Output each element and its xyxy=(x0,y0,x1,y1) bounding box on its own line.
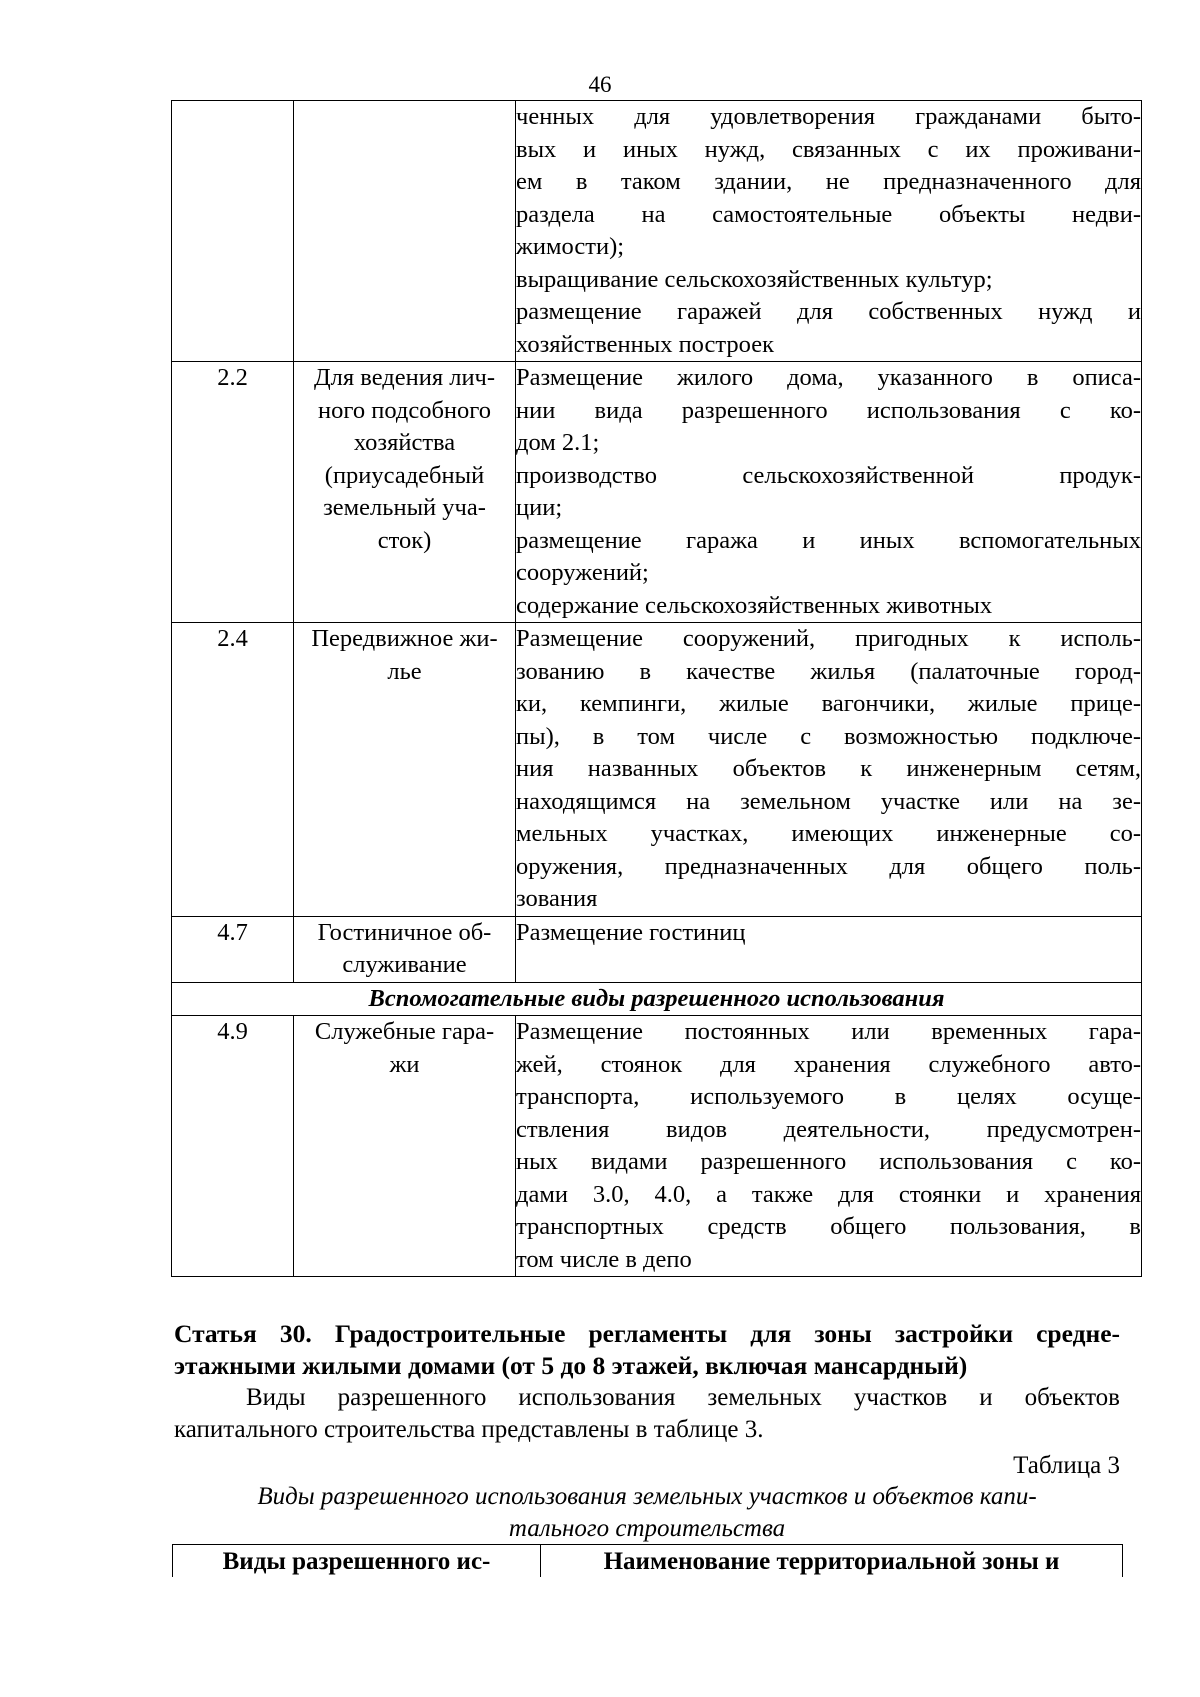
article-heading-line: этажными жилыми домами (от 5 до 8 этажей, включая мансардный) xyxy=(174,1351,968,1380)
article-heading-line: Статья 30. Градостроительные регламенты для зоны застройки средне- xyxy=(174,1319,1120,1348)
code-cell: 4.9 xyxy=(172,1016,294,1277)
description-cell xyxy=(516,623,1142,917)
name-line: ного подсобного xyxy=(318,396,491,424)
description-line: оружения, предназначенных для общего поль- xyxy=(516,852,1141,880)
description-cell xyxy=(516,101,1142,362)
description-line: вых и иных нужд, связанных с их проживани- xyxy=(516,135,1141,163)
land-use-table xyxy=(171,100,1142,1277)
description-line: мельных участках, имеющих инженерные со- xyxy=(516,820,1141,847)
description-line: жей, стоянок для хранения служебного авто- xyxy=(516,1050,1141,1078)
description-line: Размещение постоянных или временных гара- xyxy=(516,1018,1141,1045)
table-caption-line: тального строительства xyxy=(508,1515,786,1542)
section-heading: Вспомогательные виды разрешенного использования xyxy=(172,982,1142,1016)
name-line: лье xyxy=(387,657,422,685)
description-line: размещение гаража и иных вспомогательных xyxy=(516,526,1141,554)
body-line: капитального строительства представлены в таблице 3. xyxy=(174,1416,764,1443)
description-line: Размещение гостиниц xyxy=(516,918,746,946)
description-line: нии вида разрешенного использования с ко- xyxy=(516,396,1141,424)
name-line: жи xyxy=(389,1050,420,1078)
description-line: ния названных объектов к инженерным сетям, xyxy=(516,755,1141,782)
article-body xyxy=(174,1382,1120,1446)
description-line: дами 3.0, 4.0, а также для стоянки и хранения xyxy=(516,1180,1141,1208)
name-line: Передвижное жи- xyxy=(311,625,498,652)
description-line: том числе в депо xyxy=(516,1245,692,1273)
table-caption-line: Виды разрешенного использования земельных участков и объектов капи- xyxy=(257,1483,1037,1510)
body-line: Виды разрешенного использования земельных участков и объектов xyxy=(246,1384,1120,1411)
article-heading xyxy=(174,1318,1120,1382)
name-line: Служебные гара- xyxy=(314,1018,495,1045)
code-cell: 2.4 xyxy=(172,623,294,917)
table-row xyxy=(172,362,1142,623)
description-cell xyxy=(516,916,1142,982)
code-cell: 2.2 xyxy=(172,362,294,623)
description-line: выращивание сельскохозяйственных культур; xyxy=(516,265,993,293)
name-cell xyxy=(294,362,516,623)
description-line: ки, кемпинги, жилые вагончики, жилые прице- xyxy=(516,690,1141,717)
description-line: хозяйственных построек xyxy=(516,330,774,358)
description-line: ем в таком здании, не предназначенного для xyxy=(516,168,1141,195)
name-cell xyxy=(294,101,516,362)
name-line: земельный уча- xyxy=(323,494,486,521)
table-caption xyxy=(174,1481,1120,1545)
description-line: содержание сельскохозяйственных животных xyxy=(516,591,993,619)
description-line: зования xyxy=(516,885,598,912)
name-line: хозяйства xyxy=(353,429,456,456)
description-line: ных видами разрешенного использования с ко- xyxy=(516,1148,1141,1175)
description-line: ченных для удовлетворения гражданами быто- xyxy=(516,103,1141,130)
description-line: Размещение сооружений, пригодных к исполь- xyxy=(516,625,1141,652)
name-cell xyxy=(294,623,516,917)
name-line: Для ведения лич- xyxy=(313,364,496,391)
table-row xyxy=(172,1016,1142,1277)
description-line: производство сельскохозяйственной продук- xyxy=(516,461,1141,489)
name-line: (приусадебный xyxy=(324,461,485,489)
description-line: транспортных средств общего пользования, в xyxy=(516,1213,1141,1240)
description-line: транспорта, используемого в целях осуще- xyxy=(516,1083,1141,1110)
table-label: Таблица 3 xyxy=(1013,1452,1120,1479)
description-line: ции; xyxy=(516,494,563,521)
description-line: жимости); xyxy=(516,233,625,260)
section-heading-row xyxy=(172,982,1142,1016)
table-header-row xyxy=(173,1545,1123,1578)
description-line: Размещение жилого дома, указанного в описа- xyxy=(516,364,1141,391)
table-row xyxy=(172,916,1142,982)
page-number: 46 xyxy=(588,72,612,97)
description-line: дом 2.1; xyxy=(516,429,600,456)
description-line: раздела на самостоятельные объекты недви- xyxy=(516,200,1141,228)
table-header-cell: Виды разрешенного ис- xyxy=(173,1545,541,1578)
description-line: сооружений; xyxy=(516,559,649,586)
description-line: зованию в качестве жилья (палаточные город- xyxy=(516,657,1141,685)
table-row xyxy=(172,101,1142,362)
name-line: Гостиничное об- xyxy=(317,918,492,946)
name-line: служивание xyxy=(342,951,467,978)
description-line: пы), в том числе с возможностью подключе- xyxy=(516,722,1141,750)
description-line: ствления видов деятельности, предусмотрен- xyxy=(516,1115,1141,1143)
name-cell xyxy=(294,916,516,982)
description-cell xyxy=(516,362,1142,623)
code-cell xyxy=(172,101,294,362)
description-line: находящимся на земельном участке или на зе- xyxy=(516,787,1141,815)
description-cell xyxy=(516,1016,1142,1277)
name-line: сток) xyxy=(377,526,432,554)
table-header-cell: Наименование территориальной зоны и xyxy=(541,1545,1123,1578)
name-cell xyxy=(294,1016,516,1277)
description-line: размещение гаражей для собственных нужд и xyxy=(516,298,1141,325)
table-row xyxy=(172,623,1142,917)
code-cell: 4.7 xyxy=(172,916,294,982)
table-3 xyxy=(172,1544,1123,1577)
